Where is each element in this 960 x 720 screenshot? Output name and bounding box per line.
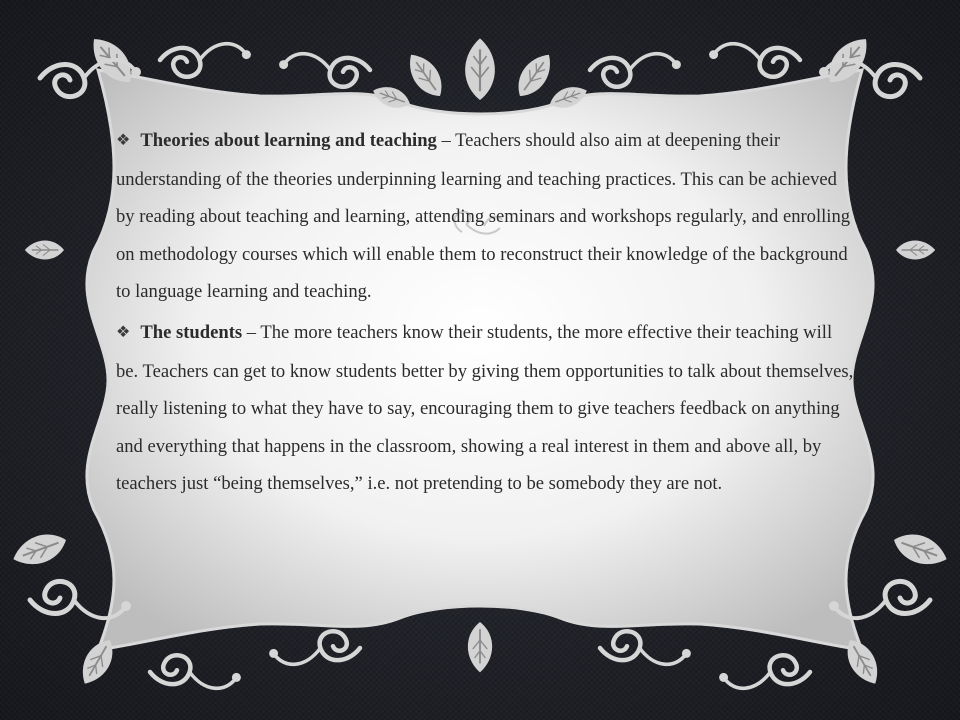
bullet-title: Theories about learning and teaching [140,130,437,151]
bullet-item [116,122,856,311]
bottom-center-ornament [269,622,691,672]
four-leaf-diamond-icon: ❖ [116,323,131,341]
bullet-title: The students [140,321,243,343]
bullet-item [116,314,856,503]
bullet-text: – Teachers should also aim at deepening their understanding of the theories underpinning learning and teaching practices. This can be achieved by reading about teaching and learning, attending seminars and workshops regularly, and enrolling on methodology courses which will enable them to reconstruct their knowledge of the background to language learning and teaching. [116,130,851,303]
slide-body [116,122,856,506]
bullet-text: – The more teachers know their students, the more effective their teaching will be. Teachers can get to know students better by giving them opportunities to talk about themselves, really listening to what they have to say, encouraging them to give teachers feedback on anything and everything that happens in the classroom, showing a real interest in them and above all, by teachers just “being themselves,” i.e. not pretending to be somebody they are not. [116,321,854,495]
four-leaf-diamond-icon: ❖ [116,132,131,149]
